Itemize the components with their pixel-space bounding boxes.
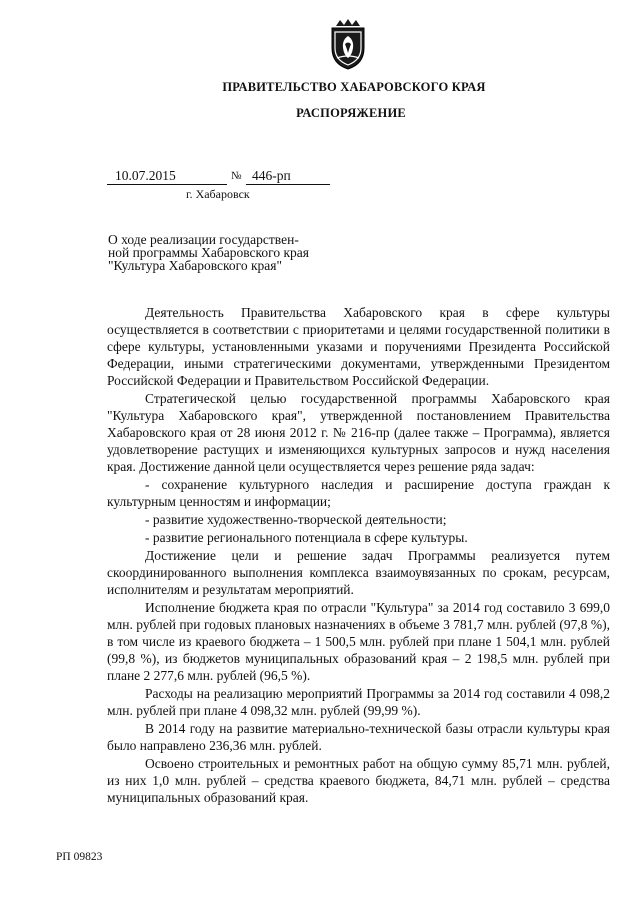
subject-line: ной программы Хабаровского края <box>108 245 309 260</box>
task-list-item: - сохранение культурного наследия и расширение доступа граждан к культурным ценностям и информации; <box>107 477 610 509</box>
body-paragraph: Освоено строительных и ремонтных работ на общую сумму 85,71 млн. рублей, из них 1,0 млн. рублей – средства краевого бюджета, 84,71 млн. рублей – средства муниципальных образований края. <box>107 756 610 805</box>
body-paragraph: В 2014 году на развитие материально-технической базы отрасли культуры края было направлено 236,36 млн. рублей. <box>107 721 610 753</box>
government-title: ПРАВИТЕЛЬСТВО ХАБАРОВСКОГО КРАЯ <box>222 80 486 94</box>
document-number: 446-рп <box>252 168 291 183</box>
body-paragraph: Исполнение бюджета края по отрасли "Культура" за 2014 год составило 3 699,0 млн. рублей при годовых плановых назначениях в объеме 3 781,7 млн. рублей (97,8 %), в том числе из краевого бюджета – 1 500,5 млн. рублей при плане 1 504,1 млн. рублей (99,8 %), из бюджетов муниципальных образований края – 2 198,5 млн. рублей при плане 2 277,6 млн. рублей (96,5 %). <box>107 600 610 683</box>
body-paragraph: Деятельность Правительства Хабаровского края в сфере культуры осуществляется в соответствии с приоритетами и целями государственной политики в сфере культуры, установленными указами и поручениями Президента Российской Федерации, иными стратегическими документами, утвержденными Президентом Российской Федерации и Правительством Российской Федерации. <box>107 305 610 388</box>
document-number-field <box>246 168 330 185</box>
task-list-item: - развитие художественно-творческой деятельности; <box>145 512 447 527</box>
number-sign: № <box>231 170 242 182</box>
khabarovsk-coat-of-arms-icon <box>328 18 368 70</box>
body-paragraph: Достижение цели и решение задач Программы реализуется путем скоординированного выполнения комплекса взаимоувязанных по срокам, ресурсам, исполнителям и результатам мероприятий. <box>107 548 610 597</box>
document-subject <box>108 233 348 272</box>
document-date: 10.07.2015 <box>115 168 176 183</box>
body-paragraph: Стратегической целью государственной программы Хабаровского края "Культура Хабаровского края", утвержденной постановлением Правительства Хабаровского края от 28 июня 2012 г. № 216-пр (далее также – Программа), является удовлетворение растущих и изменяющихся культурных запросов и нужд населения края. Достижение данной цели осуществляется через решение ряда задач: <box>107 391 610 474</box>
subject-line: "Культура Хабаровского края" <box>108 258 282 273</box>
document-type: РАСПОРЯЖЕНИЕ <box>296 106 406 120</box>
footer-registration-code: РП 09823 <box>56 851 103 863</box>
body-paragraph: Расходы на реализацию мероприятий Программы за 2014 год составили 4 098,2 млн. рублей при плане 4 098,32 млн. рублей (99,99 %). <box>107 686 610 718</box>
document-body <box>107 304 610 807</box>
subject-line: О ходе реализации государствен- <box>108 232 299 247</box>
city: г. Хабаровск <box>186 187 250 201</box>
task-list-item: - развитие регионального потенциала в сфере культуры. <box>145 530 468 545</box>
document-date-field <box>107 168 227 185</box>
